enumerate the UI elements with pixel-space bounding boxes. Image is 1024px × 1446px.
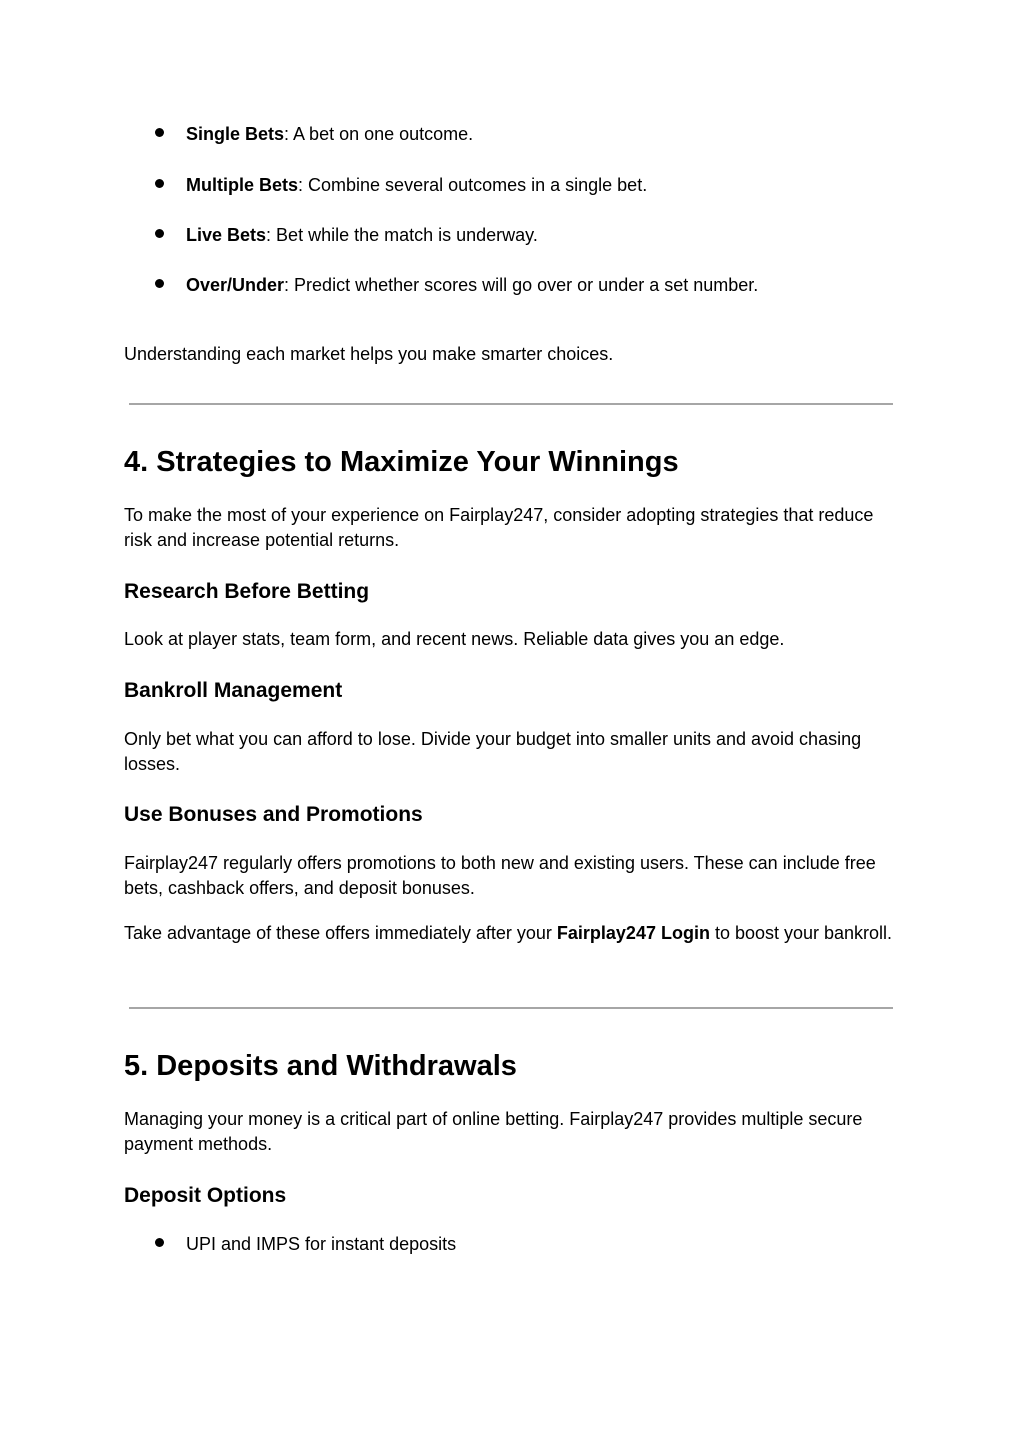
bonuses-heading: Use Bonuses and Promotions [124, 803, 423, 826]
research-paragraph: Look at player stats, team form, and recent news. Reliable data gives you an edge. [124, 629, 785, 649]
section-4-intro: To make the most of your experience on Fairplay247, consider adopting strategies that reduce risk and increase potential returns. [124, 505, 874, 550]
list-item-text: UPI and IMPS for instant deposits [186, 1234, 457, 1254]
section-5-intro: Managing your money is a critical part of online betting. Fairplay247 provides multiple secure payment methods. [124, 1109, 863, 1154]
section-5-heading: 5. Deposits and Withdrawals [124, 1050, 517, 1082]
login-emphasis: Fairplay247 Login [556, 923, 710, 943]
description: : A bet on one outcome. [284, 124, 474, 144]
bankroll-heading: Bankroll Management [124, 679, 343, 702]
bankroll-paragraph: Only bet what you can afford to lose. Divide your budget into smaller units and avoid chasing losses. [124, 729, 862, 774]
bonuses-tip-paragraph [124, 921, 904, 946]
section-divider [129, 1007, 893, 1009]
term: Multiple Bets [186, 175, 299, 195]
term: Live Bets [186, 225, 267, 245]
deposit-options-heading: Deposit Options [124, 1184, 287, 1207]
description: : Bet while the match is underway. [266, 225, 538, 245]
tip-text-end: to boost your bankroll. [709, 923, 893, 943]
list-item-text [186, 222, 538, 248]
list-item-text [186, 272, 758, 298]
bullet-icon [155, 179, 164, 188]
description: : Predict whether scores will go over or under a set number. [284, 275, 759, 295]
section-divider [129, 403, 893, 405]
bullet-icon [155, 1238, 164, 1247]
research-heading: Research Before Betting [124, 580, 370, 603]
description: : Combine several outcomes in a single bet. [298, 175, 648, 195]
market-summary-paragraph: Understanding each market helps you make smarter choices. [124, 344, 614, 364]
list-item-text [186, 172, 647, 198]
bonuses-paragraph: Fairplay247 regularly offers promotions to both new and existing users. These can include free bets, cashback offers, and deposit bonuses. [124, 853, 876, 898]
list-item-text [186, 121, 473, 147]
section-4-heading: 4. Strategies to Maximize Your Winnings [124, 446, 679, 478]
term: Over/Under [186, 275, 285, 295]
tip-text: Take advantage of these offers immediately after your [124, 923, 557, 943]
bullet-icon [155, 279, 164, 288]
bullet-icon [155, 229, 164, 238]
term: Single Bets [186, 124, 285, 144]
bullet-icon [155, 128, 164, 137]
